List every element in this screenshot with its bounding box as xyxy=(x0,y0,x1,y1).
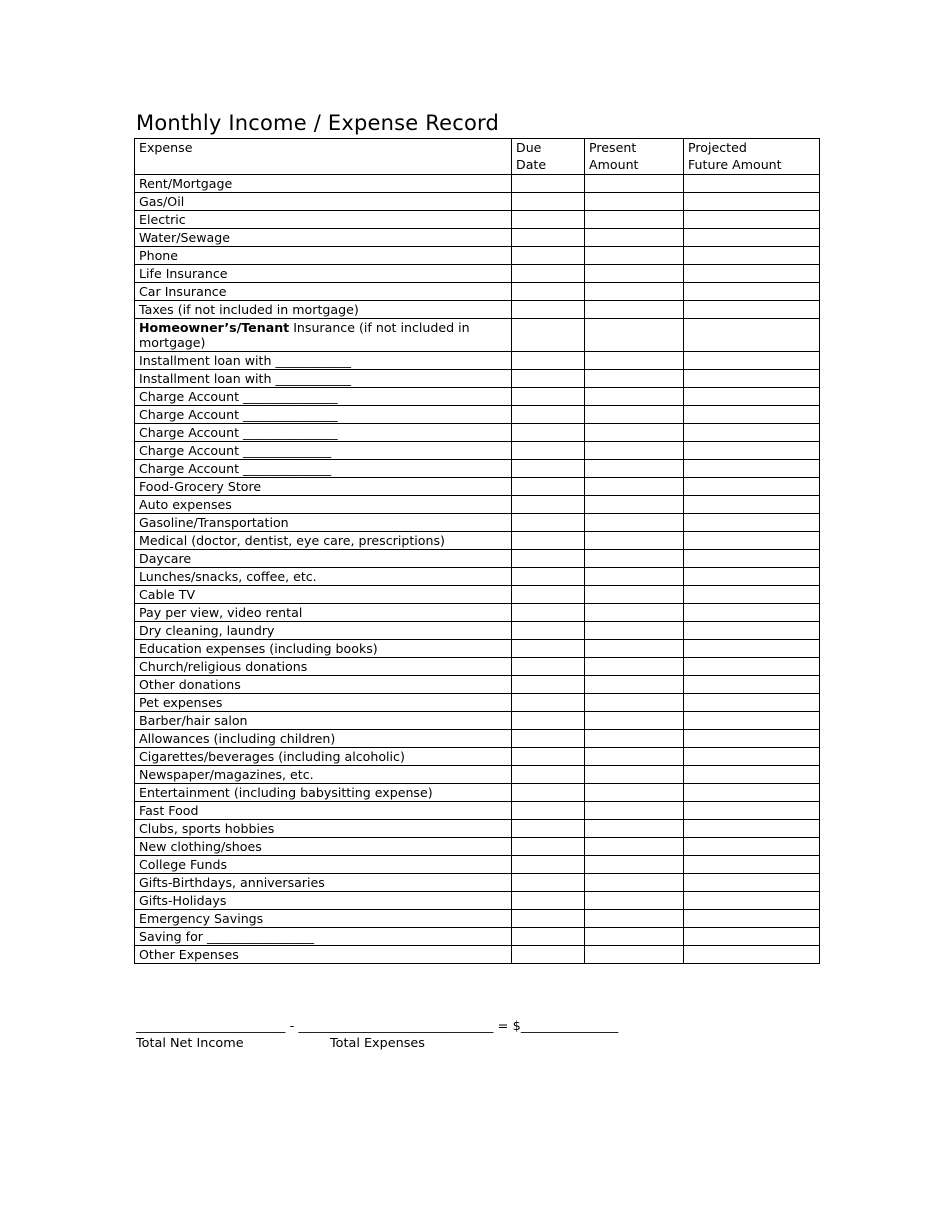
expense-label-cell: Phone xyxy=(135,247,512,265)
expense-label-cell: Emergency Savings xyxy=(135,910,512,928)
expense-label-cell: Pet expenses xyxy=(135,694,512,712)
due-date-cell[interactable] xyxy=(512,586,585,604)
projected-future-amount-cell[interactable] xyxy=(684,229,820,247)
present-amount-cell[interactable] xyxy=(585,712,684,730)
table-row xyxy=(135,478,820,496)
expense-label-cell: Taxes (if not included in mortgage) xyxy=(135,301,512,319)
due-date-cell[interactable] xyxy=(512,892,585,910)
present-amount-cell[interactable] xyxy=(585,211,684,229)
table-row xyxy=(135,175,820,193)
present-amount-cell[interactable] xyxy=(585,658,684,676)
present-amount-cell[interactable] xyxy=(585,496,684,514)
projected-future-amount-cell[interactable] xyxy=(684,946,820,964)
expense-label-cell: Life Insurance xyxy=(135,265,512,283)
label-total-net-income: Total Net Income xyxy=(136,1036,244,1051)
table-row xyxy=(135,265,820,283)
projected-future-amount-cell[interactable] xyxy=(684,676,820,694)
due-date-cell[interactable] xyxy=(512,712,585,730)
table-header-row xyxy=(135,139,820,175)
due-date-cell[interactable] xyxy=(512,478,585,496)
table-row xyxy=(135,532,820,550)
expense-label-rest-segment: Insurance (if not included in mortgage) xyxy=(139,320,470,350)
projected-future-amount-cell[interactable] xyxy=(684,301,820,319)
due-date-cell[interactable] xyxy=(512,568,585,586)
table-row xyxy=(135,550,820,568)
table-row xyxy=(135,676,820,694)
present-amount-cell[interactable] xyxy=(585,460,684,478)
due-date-cell[interactable] xyxy=(512,622,585,640)
projected-future-amount-cell[interactable] xyxy=(684,730,820,748)
projected-future-amount-cell[interactable] xyxy=(684,712,820,730)
expense-label-cell: College Funds xyxy=(135,856,512,874)
projected-future-amount-cell[interactable] xyxy=(684,460,820,478)
total-expenses-blank[interactable]: ______________________________ xyxy=(298,1019,494,1034)
present-amount-cell[interactable] xyxy=(585,247,684,265)
projected-future-amount-cell[interactable] xyxy=(684,265,820,283)
projected-future-amount-cell[interactable] xyxy=(684,586,820,604)
table-row xyxy=(135,820,820,838)
due-date-cell[interactable] xyxy=(512,784,585,802)
table-row xyxy=(135,640,820,658)
projected-future-amount-cell[interactable] xyxy=(684,283,820,301)
due-date-cell[interactable] xyxy=(512,748,585,766)
projected-future-amount-cell[interactable] xyxy=(684,352,820,370)
projected-future-amount-cell[interactable] xyxy=(684,514,820,532)
expense-label-cell: Entertainment (including babysitting expense) xyxy=(135,784,512,802)
expense-label-cell: Charge Account _______________ xyxy=(135,424,512,442)
column-header-due-date-line1: Due xyxy=(516,140,542,155)
table-row xyxy=(135,712,820,730)
table-row xyxy=(135,568,820,586)
equals-sign: = xyxy=(497,1019,509,1034)
expense-label-cell: Clubs, sports hobbies xyxy=(135,820,512,838)
expense-label-cell: Gifts-Birthdays, anniversaries xyxy=(135,874,512,892)
present-amount-cell[interactable] xyxy=(585,514,684,532)
projected-future-amount-cell[interactable] xyxy=(684,766,820,784)
table-row xyxy=(135,748,820,766)
projected-future-amount-cell[interactable] xyxy=(684,604,820,622)
expense-label-cell: Car Insurance xyxy=(135,283,512,301)
table-row xyxy=(135,586,820,604)
due-date-cell[interactable] xyxy=(512,856,585,874)
projected-future-amount-cell[interactable] xyxy=(684,193,820,211)
projected-future-amount-cell[interactable] xyxy=(684,910,820,928)
present-amount-cell[interactable] xyxy=(585,622,684,640)
totals-summary xyxy=(136,1018,836,1053)
expense-label-bold-segment: Homeowner’s/Tenant xyxy=(139,320,290,335)
due-date-cell[interactable] xyxy=(512,424,585,442)
projected-future-amount-cell[interactable] xyxy=(684,442,820,460)
table-row xyxy=(135,496,820,514)
expense-label-cell: Church/religious donations xyxy=(135,658,512,676)
due-date-cell[interactable] xyxy=(512,211,585,229)
totals-labels-line xyxy=(136,1035,836,1053)
expense-label-cell: Dry cleaning, laundry xyxy=(135,622,512,640)
table-row xyxy=(135,301,820,319)
dollar-sign: $ xyxy=(512,1019,521,1034)
table-row xyxy=(135,694,820,712)
present-amount-cell[interactable] xyxy=(585,766,684,784)
table-row xyxy=(135,211,820,229)
present-amount-cell[interactable] xyxy=(585,532,684,550)
column-header-present-amount xyxy=(585,139,684,175)
projected-future-amount-cell[interactable] xyxy=(684,247,820,265)
table-body xyxy=(135,175,820,964)
present-amount-cell[interactable] xyxy=(585,265,684,283)
present-amount-cell[interactable] xyxy=(585,229,684,247)
expense-label-cell: Barber/hair salon xyxy=(135,712,512,730)
column-header-present-amount-line2: Amount xyxy=(589,156,639,172)
table-row xyxy=(135,370,820,388)
due-date-cell[interactable] xyxy=(512,838,585,856)
projected-future-amount-cell[interactable] xyxy=(684,568,820,586)
due-date-cell[interactable] xyxy=(512,874,585,892)
present-amount-cell[interactable] xyxy=(585,442,684,460)
expense-table xyxy=(134,138,820,964)
present-amount-cell[interactable] xyxy=(585,928,684,946)
table-row xyxy=(135,946,820,964)
due-date-cell[interactable] xyxy=(512,730,585,748)
table-row xyxy=(135,730,820,748)
expense-label-cell: Rent/Mortgage xyxy=(135,175,512,193)
due-date-cell[interactable] xyxy=(512,946,585,964)
expense-label-cell: Food-Grocery Store xyxy=(135,478,512,496)
present-amount-cell[interactable] xyxy=(585,784,684,802)
due-date-cell[interactable] xyxy=(512,640,585,658)
due-date-cell[interactable] xyxy=(512,442,585,460)
present-amount-cell[interactable] xyxy=(585,730,684,748)
present-amount-cell[interactable] xyxy=(585,640,684,658)
expense-label-cell: Newspaper/magazines, etc. xyxy=(135,766,512,784)
expense-label-cell: Saving for _________________ xyxy=(135,928,512,946)
expense-label-cell: Cigarettes/beverages (including alcoholic) xyxy=(135,748,512,766)
expense-label-cell: Electric xyxy=(135,211,512,229)
due-date-cell[interactable] xyxy=(512,175,585,193)
projected-future-amount-cell[interactable] xyxy=(684,211,820,229)
projected-future-amount-cell[interactable] xyxy=(684,748,820,766)
expense-label-cell: Other donations xyxy=(135,676,512,694)
expense-label-cell xyxy=(135,319,512,352)
totals-formula-line xyxy=(136,1018,836,1035)
projected-future-amount-cell[interactable] xyxy=(684,820,820,838)
expense-label-cell: Gasoline/Transportation xyxy=(135,514,512,532)
expense-label-cell: Fast Food xyxy=(135,802,512,820)
table-row xyxy=(135,406,820,424)
column-header-expense-label: Expense xyxy=(139,140,193,155)
table-row xyxy=(135,283,820,301)
due-date-cell[interactable] xyxy=(512,676,585,694)
due-date-cell[interactable] xyxy=(512,496,585,514)
table-row xyxy=(135,424,820,442)
expense-label-cell: Gifts-Holidays xyxy=(135,892,512,910)
column-header-due-date xyxy=(512,139,585,175)
projected-future-amount-cell[interactable] xyxy=(684,640,820,658)
table-row xyxy=(135,229,820,247)
due-date-cell[interactable] xyxy=(512,928,585,946)
due-date-cell[interactable] xyxy=(512,406,585,424)
table-row xyxy=(135,319,820,352)
present-amount-cell[interactable] xyxy=(585,352,684,370)
present-amount-cell[interactable] xyxy=(585,802,684,820)
expense-record-sheet xyxy=(134,110,820,964)
projected-future-amount-cell[interactable] xyxy=(684,694,820,712)
table-row xyxy=(135,193,820,211)
present-amount-cell[interactable] xyxy=(585,676,684,694)
due-date-cell[interactable] xyxy=(512,460,585,478)
expense-label-cell: Other Expenses xyxy=(135,946,512,964)
present-amount-cell[interactable] xyxy=(585,550,684,568)
expense-label-cell: Lunches/snacks, coffee, etc. xyxy=(135,568,512,586)
expense-label-cell: Cable TV xyxy=(135,586,512,604)
total-net-income-blank[interactable]: _______________________ xyxy=(136,1019,286,1034)
present-amount-cell[interactable] xyxy=(585,406,684,424)
expense-label-cell: Allowances (including children) xyxy=(135,730,512,748)
due-date-cell[interactable] xyxy=(512,910,585,928)
column-header-projected-line1: Projected xyxy=(688,140,747,155)
present-amount-cell[interactable] xyxy=(585,820,684,838)
due-date-cell[interactable] xyxy=(512,319,585,352)
present-amount-cell[interactable] xyxy=(585,586,684,604)
present-amount-cell[interactable] xyxy=(585,856,684,874)
due-date-cell[interactable] xyxy=(512,388,585,406)
projected-future-amount-cell[interactable] xyxy=(684,532,820,550)
expense-label-cell: Installment loan with ____________ xyxy=(135,370,512,388)
total-result-blank[interactable]: _______________ xyxy=(520,1019,619,1034)
projected-future-amount-cell[interactable] xyxy=(684,550,820,568)
projected-future-amount-cell[interactable] xyxy=(684,424,820,442)
table-row xyxy=(135,766,820,784)
projected-future-amount-cell[interactable] xyxy=(684,622,820,640)
present-amount-cell[interactable] xyxy=(585,748,684,766)
due-date-cell[interactable] xyxy=(512,658,585,676)
expense-label-cell: Charge Account _______________ xyxy=(135,406,512,424)
table-row xyxy=(135,802,820,820)
present-amount-cell[interactable] xyxy=(585,175,684,193)
column-header-projected-future-amount xyxy=(684,139,820,175)
column-header-due-date-line2: Date xyxy=(516,156,547,172)
projected-future-amount-cell[interactable] xyxy=(684,496,820,514)
due-date-cell[interactable] xyxy=(512,229,585,247)
projected-future-amount-cell[interactable] xyxy=(684,874,820,892)
due-date-cell[interactable] xyxy=(512,247,585,265)
due-date-cell[interactable] xyxy=(512,352,585,370)
projected-future-amount-cell[interactable] xyxy=(684,388,820,406)
label-total-expenses: Total Expenses xyxy=(330,1036,425,1051)
projected-future-amount-cell[interactable] xyxy=(684,319,820,352)
due-date-cell[interactable] xyxy=(512,514,585,532)
projected-future-amount-cell[interactable] xyxy=(684,175,820,193)
minus-sign: - xyxy=(289,1019,295,1034)
expense-label-cell: Charge Account ______________ xyxy=(135,442,512,460)
present-amount-cell[interactable] xyxy=(585,388,684,406)
expense-label-cell: Charge Account _______________ xyxy=(135,388,512,406)
expense-label-cell: Auto expenses xyxy=(135,496,512,514)
projected-future-amount-cell[interactable] xyxy=(684,892,820,910)
present-amount-cell[interactable] xyxy=(585,424,684,442)
page-title: Monthly Income / Expense Record xyxy=(136,111,500,135)
expense-label-cell: Pay per view, video rental xyxy=(135,604,512,622)
due-date-cell[interactable] xyxy=(512,802,585,820)
expense-label-cell: Charge Account ______________ xyxy=(135,460,512,478)
projected-future-amount-cell[interactable] xyxy=(684,784,820,802)
present-amount-cell[interactable] xyxy=(585,283,684,301)
expense-label-cell: Medical (doctor, dentist, eye care, prescriptions) xyxy=(135,532,512,550)
present-amount-cell[interactable] xyxy=(585,838,684,856)
projected-future-amount-cell[interactable] xyxy=(684,478,820,496)
due-date-cell[interactable] xyxy=(512,370,585,388)
due-date-cell[interactable] xyxy=(512,694,585,712)
table-row xyxy=(135,604,820,622)
expense-label-cell: Daycare xyxy=(135,550,512,568)
present-amount-cell[interactable] xyxy=(585,370,684,388)
present-amount-cell[interactable] xyxy=(585,604,684,622)
table-row xyxy=(135,856,820,874)
projected-future-amount-cell[interactable] xyxy=(684,406,820,424)
present-amount-cell[interactable] xyxy=(585,874,684,892)
present-amount-cell[interactable] xyxy=(585,193,684,211)
table-row xyxy=(135,247,820,265)
due-date-cell[interactable] xyxy=(512,820,585,838)
present-amount-cell[interactable] xyxy=(585,910,684,928)
expense-label-cell: Education expenses (including books) xyxy=(135,640,512,658)
due-date-cell[interactable] xyxy=(512,193,585,211)
table-row xyxy=(135,388,820,406)
projected-future-amount-cell[interactable] xyxy=(684,928,820,946)
projected-future-amount-cell[interactable] xyxy=(684,658,820,676)
present-amount-cell[interactable] xyxy=(585,301,684,319)
present-amount-cell[interactable] xyxy=(585,319,684,352)
column-header-expense xyxy=(135,139,512,175)
table-row xyxy=(135,352,820,370)
table-row xyxy=(135,910,820,928)
expense-label-cell: Gas/Oil xyxy=(135,193,512,211)
due-date-cell[interactable] xyxy=(512,550,585,568)
present-amount-cell[interactable] xyxy=(585,568,684,586)
due-date-cell[interactable] xyxy=(512,766,585,784)
table-row xyxy=(135,874,820,892)
table-row xyxy=(135,838,820,856)
projected-future-amount-cell[interactable] xyxy=(684,856,820,874)
table-row xyxy=(135,460,820,478)
due-date-cell[interactable] xyxy=(512,301,585,319)
present-amount-cell[interactable] xyxy=(585,946,684,964)
expense-label-cell: Water/Sewage xyxy=(135,229,512,247)
projected-future-amount-cell[interactable] xyxy=(684,838,820,856)
present-amount-cell[interactable] xyxy=(585,694,684,712)
expense-label-cell: Installment loan with ____________ xyxy=(135,352,512,370)
projected-future-amount-cell[interactable] xyxy=(684,802,820,820)
projected-future-amount-cell[interactable] xyxy=(684,370,820,388)
table-row xyxy=(135,928,820,946)
table-row xyxy=(135,658,820,676)
present-amount-cell[interactable] xyxy=(585,478,684,496)
table-row xyxy=(135,892,820,910)
due-date-cell[interactable] xyxy=(512,532,585,550)
due-date-cell[interactable] xyxy=(512,265,585,283)
due-date-cell[interactable] xyxy=(512,283,585,301)
table-header xyxy=(135,139,820,175)
due-date-cell[interactable] xyxy=(512,604,585,622)
table-row xyxy=(135,514,820,532)
expense-label-cell: New clothing/shoes xyxy=(135,838,512,856)
column-header-projected-line2: Future Amount xyxy=(688,156,782,172)
column-header-present-amount-line1: Present xyxy=(589,140,637,155)
table-row xyxy=(135,442,820,460)
present-amount-cell[interactable] xyxy=(585,892,684,910)
table-row xyxy=(135,784,820,802)
table-row xyxy=(135,622,820,640)
